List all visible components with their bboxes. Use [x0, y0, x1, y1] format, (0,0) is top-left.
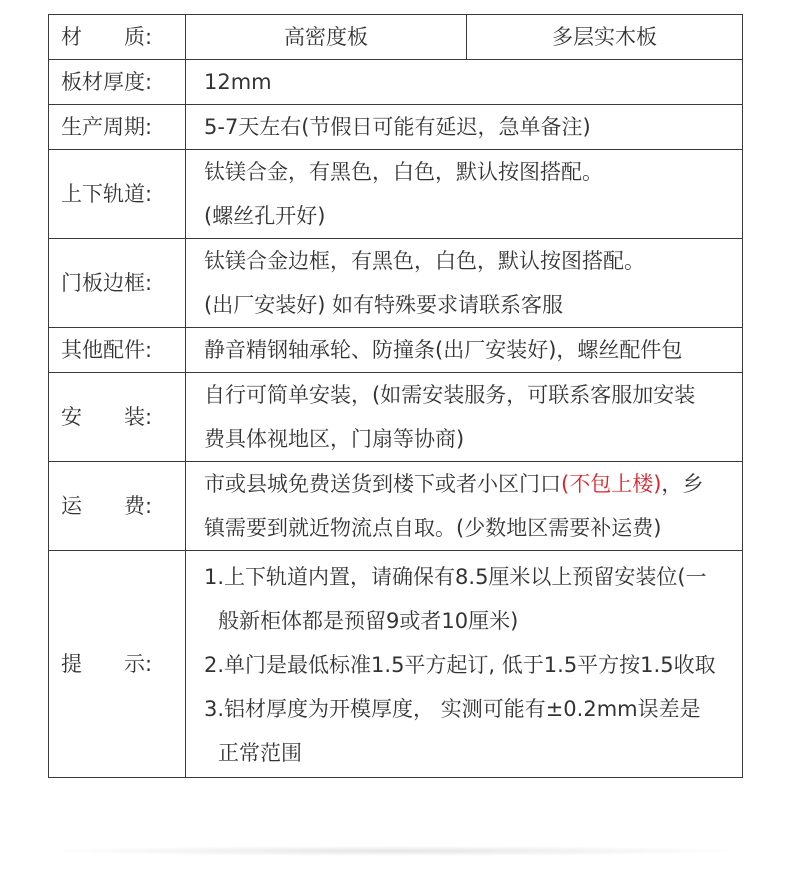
- shipping-text-tail: ，乡: [661, 472, 704, 496]
- label-accessories: 其他配件:: [49, 328, 186, 373]
- row-production: [49, 105, 743, 150]
- row-accessories: [49, 328, 743, 373]
- value-production: 5-7天左右(节假日可能有延迟，急单备注): [186, 105, 743, 150]
- frame-line-1: 钛镁合金边框，有黑色，白色，默认按图搭配。: [204, 249, 645, 273]
- row-shipping: [49, 462, 743, 551]
- shipping-highlight: (不包上楼): [561, 472, 662, 496]
- row-frame: [49, 239, 743, 328]
- material-option-2: 多层实木板: [467, 15, 743, 60]
- label-frame: 门板边框:: [49, 239, 186, 328]
- row-material: [49, 15, 743, 60]
- row-track: [49, 150, 743, 239]
- tip-2: 2.单门是最低标准1.5平方起订, 低于1.5平方按1.5收取: [204, 653, 716, 677]
- value-install: [186, 373, 743, 462]
- tip-3-line-2: 正常范围: [218, 741, 302, 765]
- track-line-1: 钛镁合金，有黑色，白色，默认按图搭配。: [204, 160, 603, 184]
- label-shipping: 运 费:: [49, 462, 186, 551]
- tip-1-line-1: 1.上下轨道内置，请确保有8.5厘米以上预留安装位(一: [204, 565, 707, 589]
- tip-1-line-2: 般新柜体都是预留9或者10厘米): [218, 609, 519, 633]
- shipping-line-1: [204, 462, 734, 506]
- spec-table: [48, 14, 743, 778]
- row-thickness: [49, 60, 743, 105]
- label-install: 安 装:: [49, 373, 186, 462]
- value-frame: [186, 239, 743, 328]
- value-thickness: 12mm: [186, 60, 743, 105]
- value-accessories: 静音精钢轴承轮、防撞条(出厂安装好)，螺丝配件包: [186, 328, 743, 373]
- tip-3-line-1: 3.铝材厚度为开模厚度， 实测可能有±0.2mm误差是: [204, 697, 701, 721]
- shipping-text: 市或县城免费送货到楼下或者小区门口: [204, 472, 561, 496]
- row-install: [49, 373, 743, 462]
- install-line-1: 自行可简单安装，(如需安装服务，可联系客服加安装: [204, 383, 696, 407]
- label-production: 生产周期:: [49, 105, 186, 150]
- frame-line-2: (出厂安装好) 如有特殊要求请联系客服: [204, 293, 564, 317]
- label-material: 材 质:: [49, 15, 186, 60]
- shipping-line-2: 镇需要到就近物流点自取。(少数地区需要补运费): [204, 516, 662, 540]
- label-thickness: 板材厚度:: [49, 60, 186, 105]
- track-line-2: (螺丝孔开好): [204, 204, 326, 228]
- row-tips: [49, 551, 743, 778]
- material-option-1: 高密度板: [186, 15, 467, 60]
- label-track: 上下轨道:: [49, 150, 186, 239]
- footer-shadow: [50, 846, 740, 856]
- value-shipping: [186, 462, 743, 551]
- value-tips: [186, 551, 743, 778]
- value-track: [186, 150, 743, 239]
- install-line-2: 费具体视地区，门扇等协商): [204, 427, 465, 451]
- label-tips: 提 示:: [49, 551, 186, 778]
